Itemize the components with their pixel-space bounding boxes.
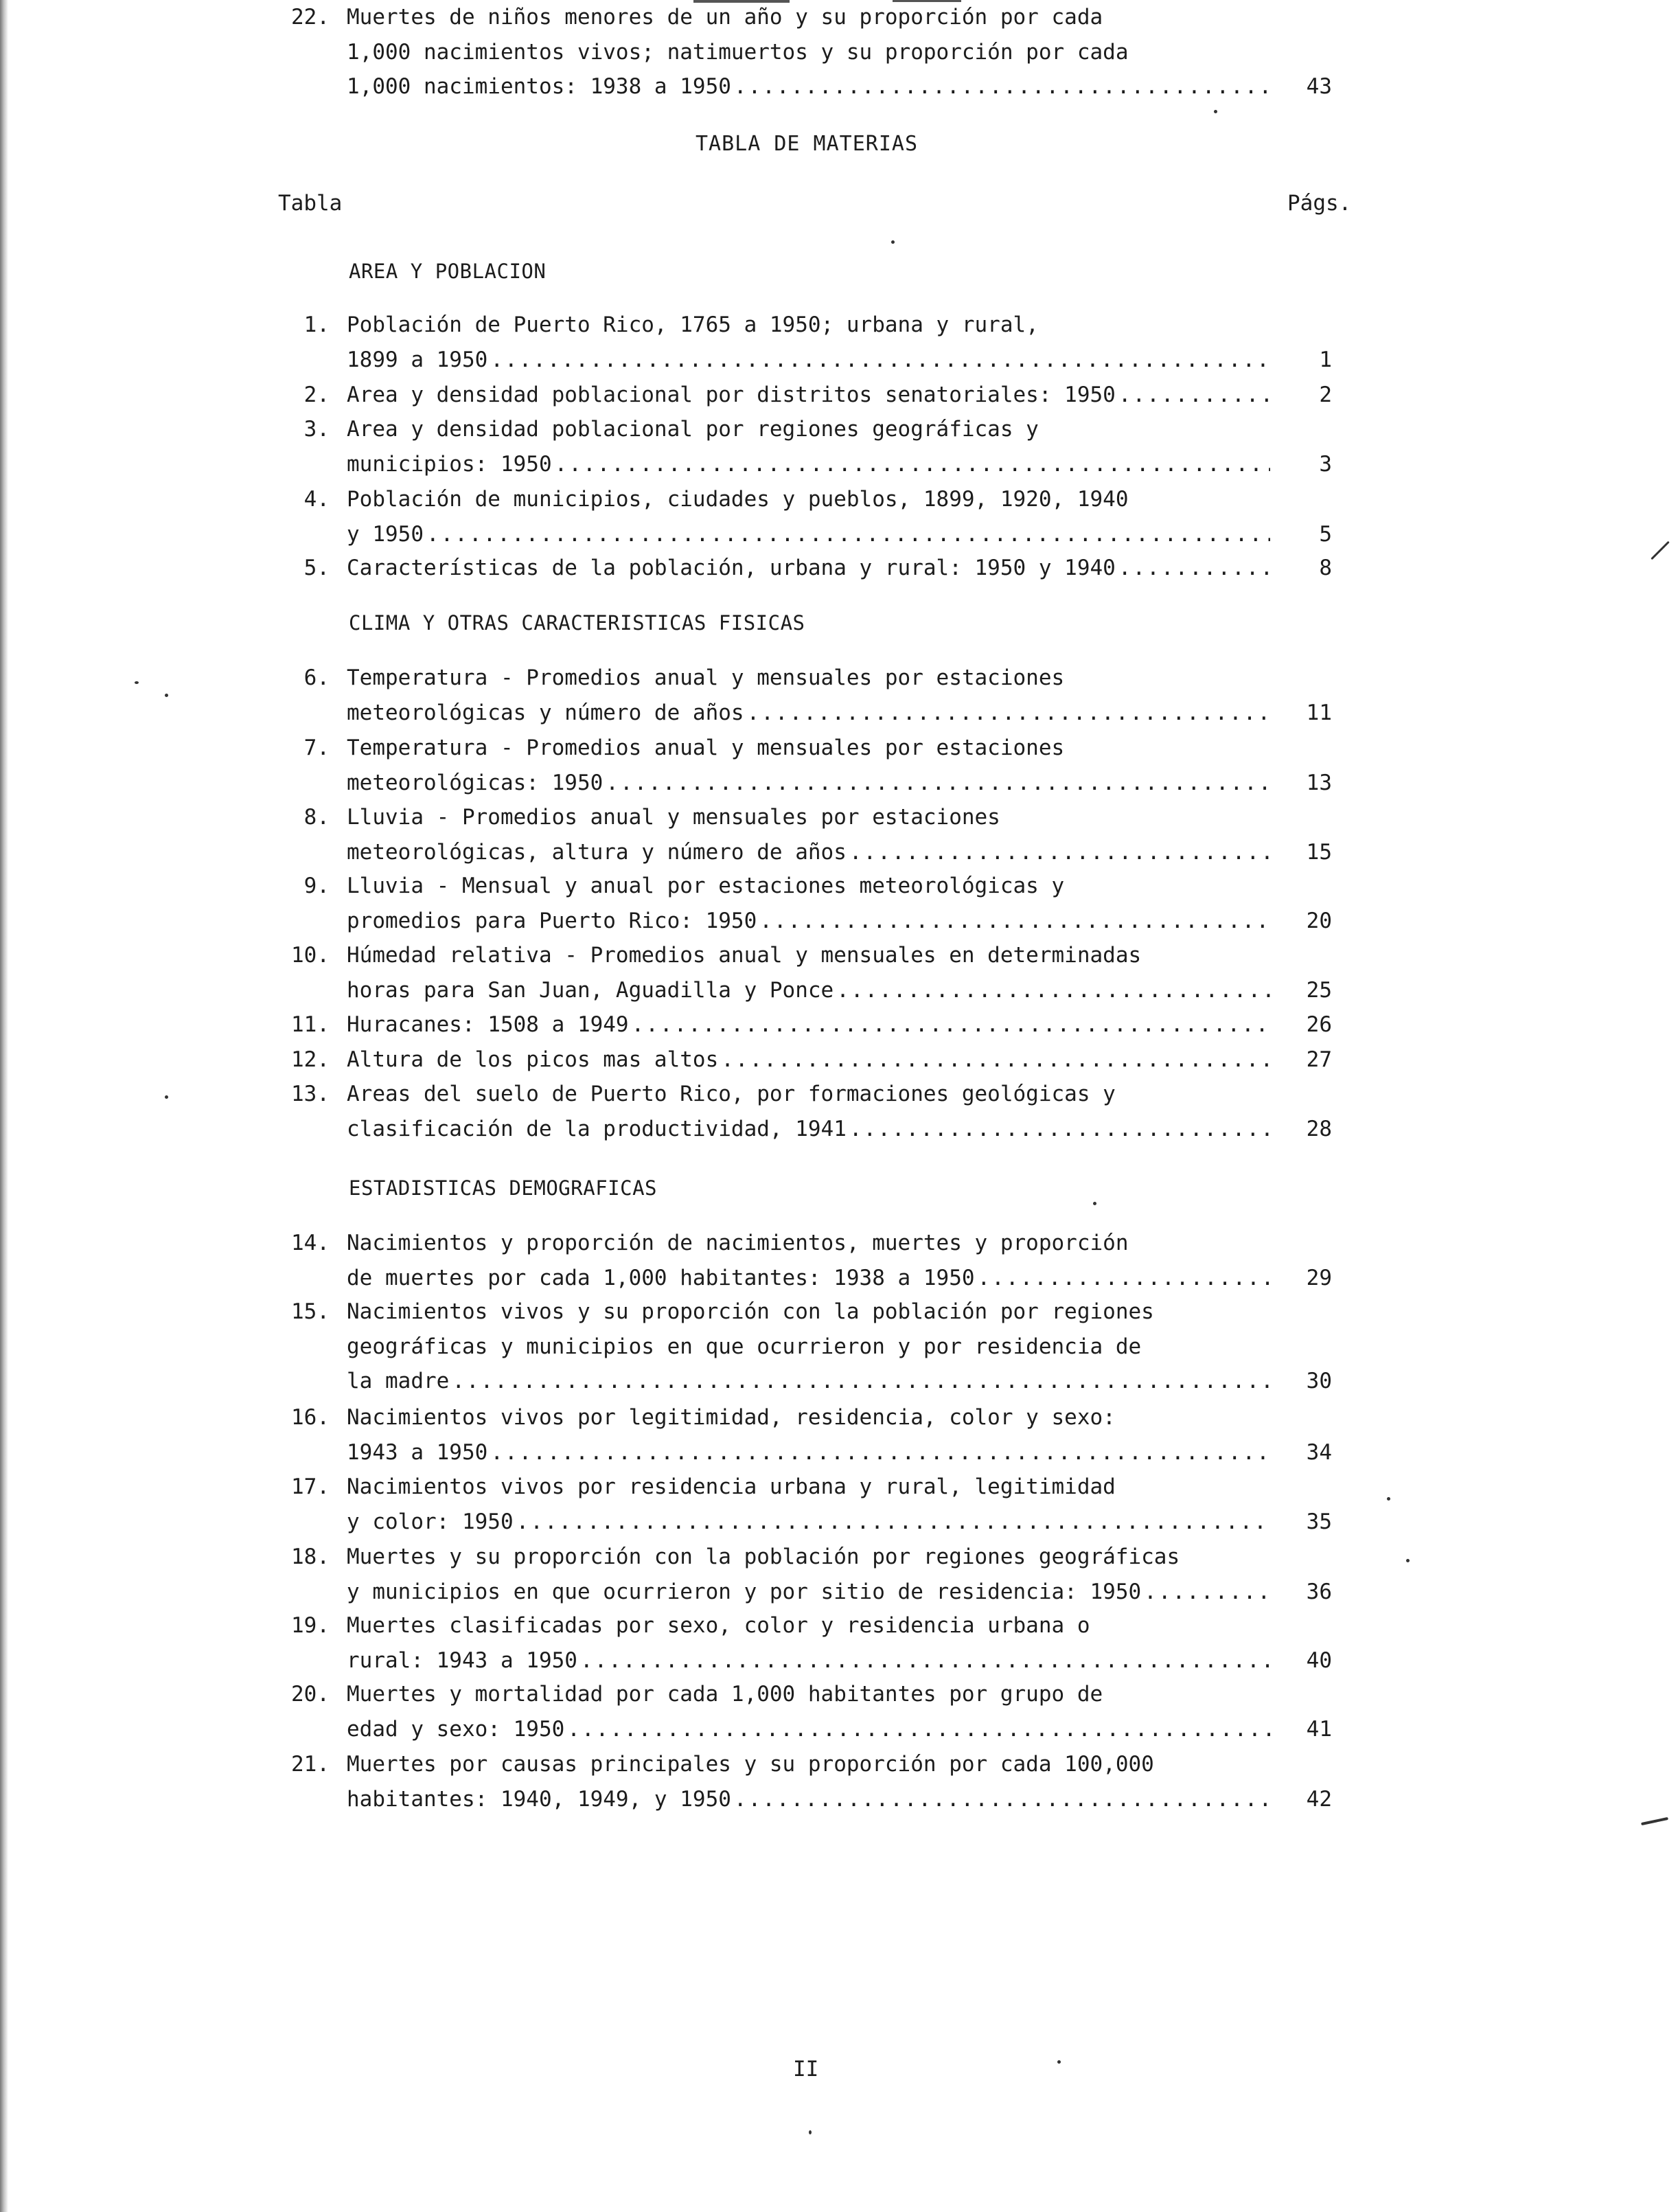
toc-entry-text: Lluvia - Mensual y anual por estaciones meteorológicas y <box>347 874 1065 898</box>
toc-entry-page: 13 <box>1306 771 1332 795</box>
section-heading: ESTADISTICAS DEMOGRAFICAS <box>349 1176 657 1200</box>
scan-speck <box>165 694 168 697</box>
toc-entry-text: geográficas y municipios en que ocurrieron y por residencia de <box>347 1334 1142 1359</box>
toc-entry-number: 2. <box>303 383 330 407</box>
toc-entry-leader-line <box>347 447 1270 482</box>
toc-entry-number: 13. <box>291 1082 330 1106</box>
toc-entry-leader-line <box>347 1712 1270 1747</box>
toc-entry-leader-line <box>347 551 1270 586</box>
toc-entry-text: clasificación de la productividad, 1941 <box>347 1117 847 1141</box>
dot-leader <box>490 343 1270 378</box>
dot-leader <box>452 1364 1270 1399</box>
toc-entry-text: Muertes de niños menores de un año y su proporción por cada <box>347 5 1103 30</box>
toc-entry-text: Nacimientos y proporción de nacimientos, muertes y proporción <box>347 1231 1129 1255</box>
toc-entry-number: 17. <box>291 1474 330 1499</box>
toc-entry-number: 8. <box>303 805 330 830</box>
scan-speck <box>1057 2060 1061 2064</box>
toc-entry-leader-line <box>347 1782 1270 1817</box>
toc-entry-text: Area y densidad poblacional por regiones geográficas y <box>347 417 1039 442</box>
toc-entry-page: 25 <box>1306 978 1332 1003</box>
scan-speck <box>809 2130 812 2134</box>
toc-entry-text: Temperatura - Promedios anual y mensuales por estaciones <box>347 736 1065 760</box>
toc-entry-text: horas para San Juan, Aguadilla y Ponce <box>347 978 834 1003</box>
dot-leader <box>567 1712 1270 1747</box>
toc-entry-leader-line <box>347 904 1270 939</box>
dot-leader <box>734 69 1270 104</box>
toc-entry-text: 1,000 nacimientos: 1938 a 1950 <box>347 74 731 99</box>
toc-entry-page: 28 <box>1306 1117 1332 1141</box>
toc-entry-number: 22. <box>291 5 330 30</box>
toc-entry-number: 19. <box>291 1613 330 1638</box>
toc-entry-text: Muertes clasificadas por sexo, color y residencia urbana o <box>347 1613 1090 1638</box>
toc-entry-leader-line <box>347 1643 1270 1678</box>
dot-leader <box>721 1042 1270 1078</box>
dot-leader <box>490 1435 1270 1470</box>
dot-leader <box>836 973 1270 1008</box>
column-header-pages: Págs. <box>1287 191 1352 216</box>
toc-entry-text: Nacimientos vivos por residencia urbana y rural, legitimidad <box>347 1474 1116 1499</box>
toc-entry-leader-line <box>347 1112 1270 1147</box>
dot-leader <box>849 1112 1270 1147</box>
toc-entry-page: 30 <box>1306 1369 1332 1393</box>
toc-entry-page: 20 <box>1306 909 1332 933</box>
dot-leader <box>606 766 1270 801</box>
toc-entry-text: Muertes y su proporción con la población por regiones geográficas <box>347 1544 1180 1569</box>
toc-entry-page: 26 <box>1306 1012 1332 1037</box>
toc-entry-text: Nacimientos vivos por legitimidad, residencia, color y sexo: <box>347 1405 1116 1430</box>
toc-entry-text: meteorológicas: 1950 <box>347 771 604 795</box>
scan-speck <box>1406 1559 1410 1562</box>
toc-entry-page: 2 <box>1319 383 1332 407</box>
toc-entry-number: 4. <box>303 487 330 512</box>
toc-entry-text: Población de municipios, ciudades y pueblos, 1899, 1920, 1940 <box>347 487 1129 512</box>
toc-entry-text: Lluvia - Promedios anual y mensuales por estaciones <box>347 805 1000 830</box>
toc-entry-page: 27 <box>1306 1047 1332 1072</box>
toc-entry-number: 21. <box>291 1752 330 1777</box>
section-heading: CLIMA Y OTRAS CARACTERISTICAS FISICAS <box>349 611 805 635</box>
toc-entry-text: 1899 a 1950 <box>347 347 488 372</box>
dot-leader <box>632 1007 1270 1042</box>
toc-entry-number: 3. <box>303 417 330 442</box>
toc-entry-number: 15. <box>291 1299 330 1324</box>
toc-entry-leader-line <box>347 696 1270 731</box>
toc-entry-text: Altura de los picos mas altos <box>347 1047 719 1072</box>
toc-entry-page: 1 <box>1319 347 1332 372</box>
toc-entry-leader-line <box>347 69 1270 104</box>
page-number: II <box>793 2057 819 2082</box>
toc-entry-number: 7. <box>303 736 330 760</box>
toc-entry-leader-line <box>347 835 1270 870</box>
section-heading: AREA Y POBLACION <box>349 260 547 283</box>
page-title: TABLA DE MATERIAS <box>695 132 919 156</box>
toc-entry-page: 41 <box>1306 1717 1332 1742</box>
scan-speck <box>1641 1817 1668 1825</box>
toc-entry-page: 43 <box>1306 74 1332 99</box>
toc-entry-text: y color: 1950 <box>347 1509 514 1534</box>
dot-leader <box>978 1261 1270 1296</box>
toc-entry-leader-line <box>347 1042 1270 1078</box>
toc-entry-leader-line <box>347 1261 1270 1296</box>
toc-entry-text: Muertes por causas principales y su proporción por cada 100,000 <box>347 1752 1154 1777</box>
toc-entry-text: Huracanes: 1508 a 1949 <box>347 1012 629 1037</box>
dot-leader <box>734 1782 1270 1817</box>
toc-entry-text: y municipios en que ocurrieron y por sitio de residencia: 1950 <box>347 1580 1142 1604</box>
toc-entry-text: Muertes y mortalidad por cada 1,000 habitantes por grupo de <box>347 1682 1103 1707</box>
toc-entry-page: 15 <box>1306 840 1332 865</box>
dot-leader <box>849 835 1270 870</box>
toc-entry-page: 40 <box>1306 1648 1332 1673</box>
toc-entry-text: meteorológicas, altura y número de años <box>347 840 847 865</box>
toc-entry-text: Húmedad relativa - Promedios anual y mensuales en determinadas <box>347 943 1142 968</box>
column-header-table: Tabla <box>278 191 343 216</box>
toc-entry-page: 42 <box>1306 1787 1332 1812</box>
toc-entry-leader-line <box>347 378 1270 413</box>
toc-entry-text: Areas del suelo de Puerto Rico, por formaciones geológicas y <box>347 1082 1116 1106</box>
toc-entry-text: municipios: 1950 <box>347 452 552 477</box>
dot-leader <box>555 447 1270 482</box>
toc-entry-text: promedios para Puerto Rico: 1950 <box>347 909 757 933</box>
dot-leader <box>1144 1575 1270 1610</box>
toc-entry-leader-line <box>347 343 1270 378</box>
scan-speck <box>1214 110 1217 113</box>
dot-leader <box>426 517 1270 552</box>
scan-speck <box>891 240 895 244</box>
toc-entry-leader-line <box>347 1505 1270 1540</box>
toc-entry-text: rural: 1943 a 1950 <box>347 1648 577 1673</box>
toc-entry-number: 20. <box>291 1682 330 1707</box>
toc-entry-leader-line <box>347 973 1270 1008</box>
toc-entry-page: 34 <box>1306 1440 1332 1465</box>
toc-entry-number: 6. <box>303 665 330 690</box>
toc-entry-text: meteorológicas y número de años <box>347 700 744 725</box>
toc-entry-number: 10. <box>291 943 330 968</box>
scan-speck <box>135 681 139 684</box>
toc-entry-text: 1,000 nacimientos vivos; natimuertos y su proporción por cada <box>347 40 1129 65</box>
toc-entry-text: de muertes por cada 1,000 habitantes: 1938 a 1950 <box>347 1266 975 1290</box>
dot-leader <box>516 1505 1270 1540</box>
toc-entry-text: Características de la población, urbana y rural: 1950 y 1940 <box>347 556 1116 580</box>
toc-entry-page: 11 <box>1306 700 1332 725</box>
toc-entry-text: Nacimientos vivos y su proporción con la población por regiones <box>347 1299 1154 1324</box>
toc-entry-text: 1943 a 1950 <box>347 1440 488 1465</box>
toc-entry-leader-line <box>347 517 1270 552</box>
toc-entry-text: habitantes: 1940, 1949, y 1950 <box>347 1787 731 1812</box>
toc-entry-text: y 1950 <box>347 522 424 547</box>
toc-entry-leader-line <box>347 1007 1270 1042</box>
dot-leader <box>759 904 1270 939</box>
dot-leader <box>1118 551 1270 586</box>
toc-entry-leader-line <box>347 1575 1270 1610</box>
toc-entry-text: Temperatura - Promedios anual y mensuales por estaciones <box>347 665 1065 690</box>
toc-entry-number: 9. <box>303 874 330 898</box>
dot-leader <box>747 696 1270 731</box>
toc-entry-number: 1. <box>303 312 330 337</box>
toc-entry-page: 5 <box>1319 522 1332 547</box>
toc-entry-number: 12. <box>291 1047 330 1072</box>
toc-entry-leader-line <box>347 1435 1270 1470</box>
scan-speck <box>1651 541 1670 560</box>
scan-speck <box>165 1095 168 1099</box>
toc-entry-text: la madre <box>347 1369 450 1393</box>
toc-entry-number: 18. <box>291 1544 330 1569</box>
toc-entry-number: 5. <box>303 556 330 580</box>
toc-entry-leader-line <box>347 1364 1270 1399</box>
toc-entry-text: Area y densidad poblacional por distritos senatoriales: 1950 <box>347 383 1116 407</box>
toc-entry-page: 35 <box>1306 1509 1332 1534</box>
toc-entry-page: 3 <box>1319 452 1332 477</box>
toc-entry-page: 29 <box>1306 1266 1332 1290</box>
toc-entry-number: 11. <box>291 1012 330 1037</box>
toc-entry-page: 8 <box>1319 556 1332 580</box>
toc-entry-page: 36 <box>1306 1580 1332 1604</box>
dot-leader <box>580 1643 1270 1678</box>
toc-entry-number: 14. <box>291 1231 330 1255</box>
toc-entry-number: 16. <box>291 1405 330 1430</box>
toc-entry-text: edad y sexo: 1950 <box>347 1717 565 1742</box>
toc-entry-text: Población de Puerto Rico, 1765 a 1950; urbana y rural, <box>347 312 1039 337</box>
scan-speck <box>1387 1497 1390 1501</box>
scan-speck <box>1093 1202 1096 1205</box>
dot-leader <box>1118 378 1270 413</box>
toc-entry-leader-line <box>347 766 1270 801</box>
